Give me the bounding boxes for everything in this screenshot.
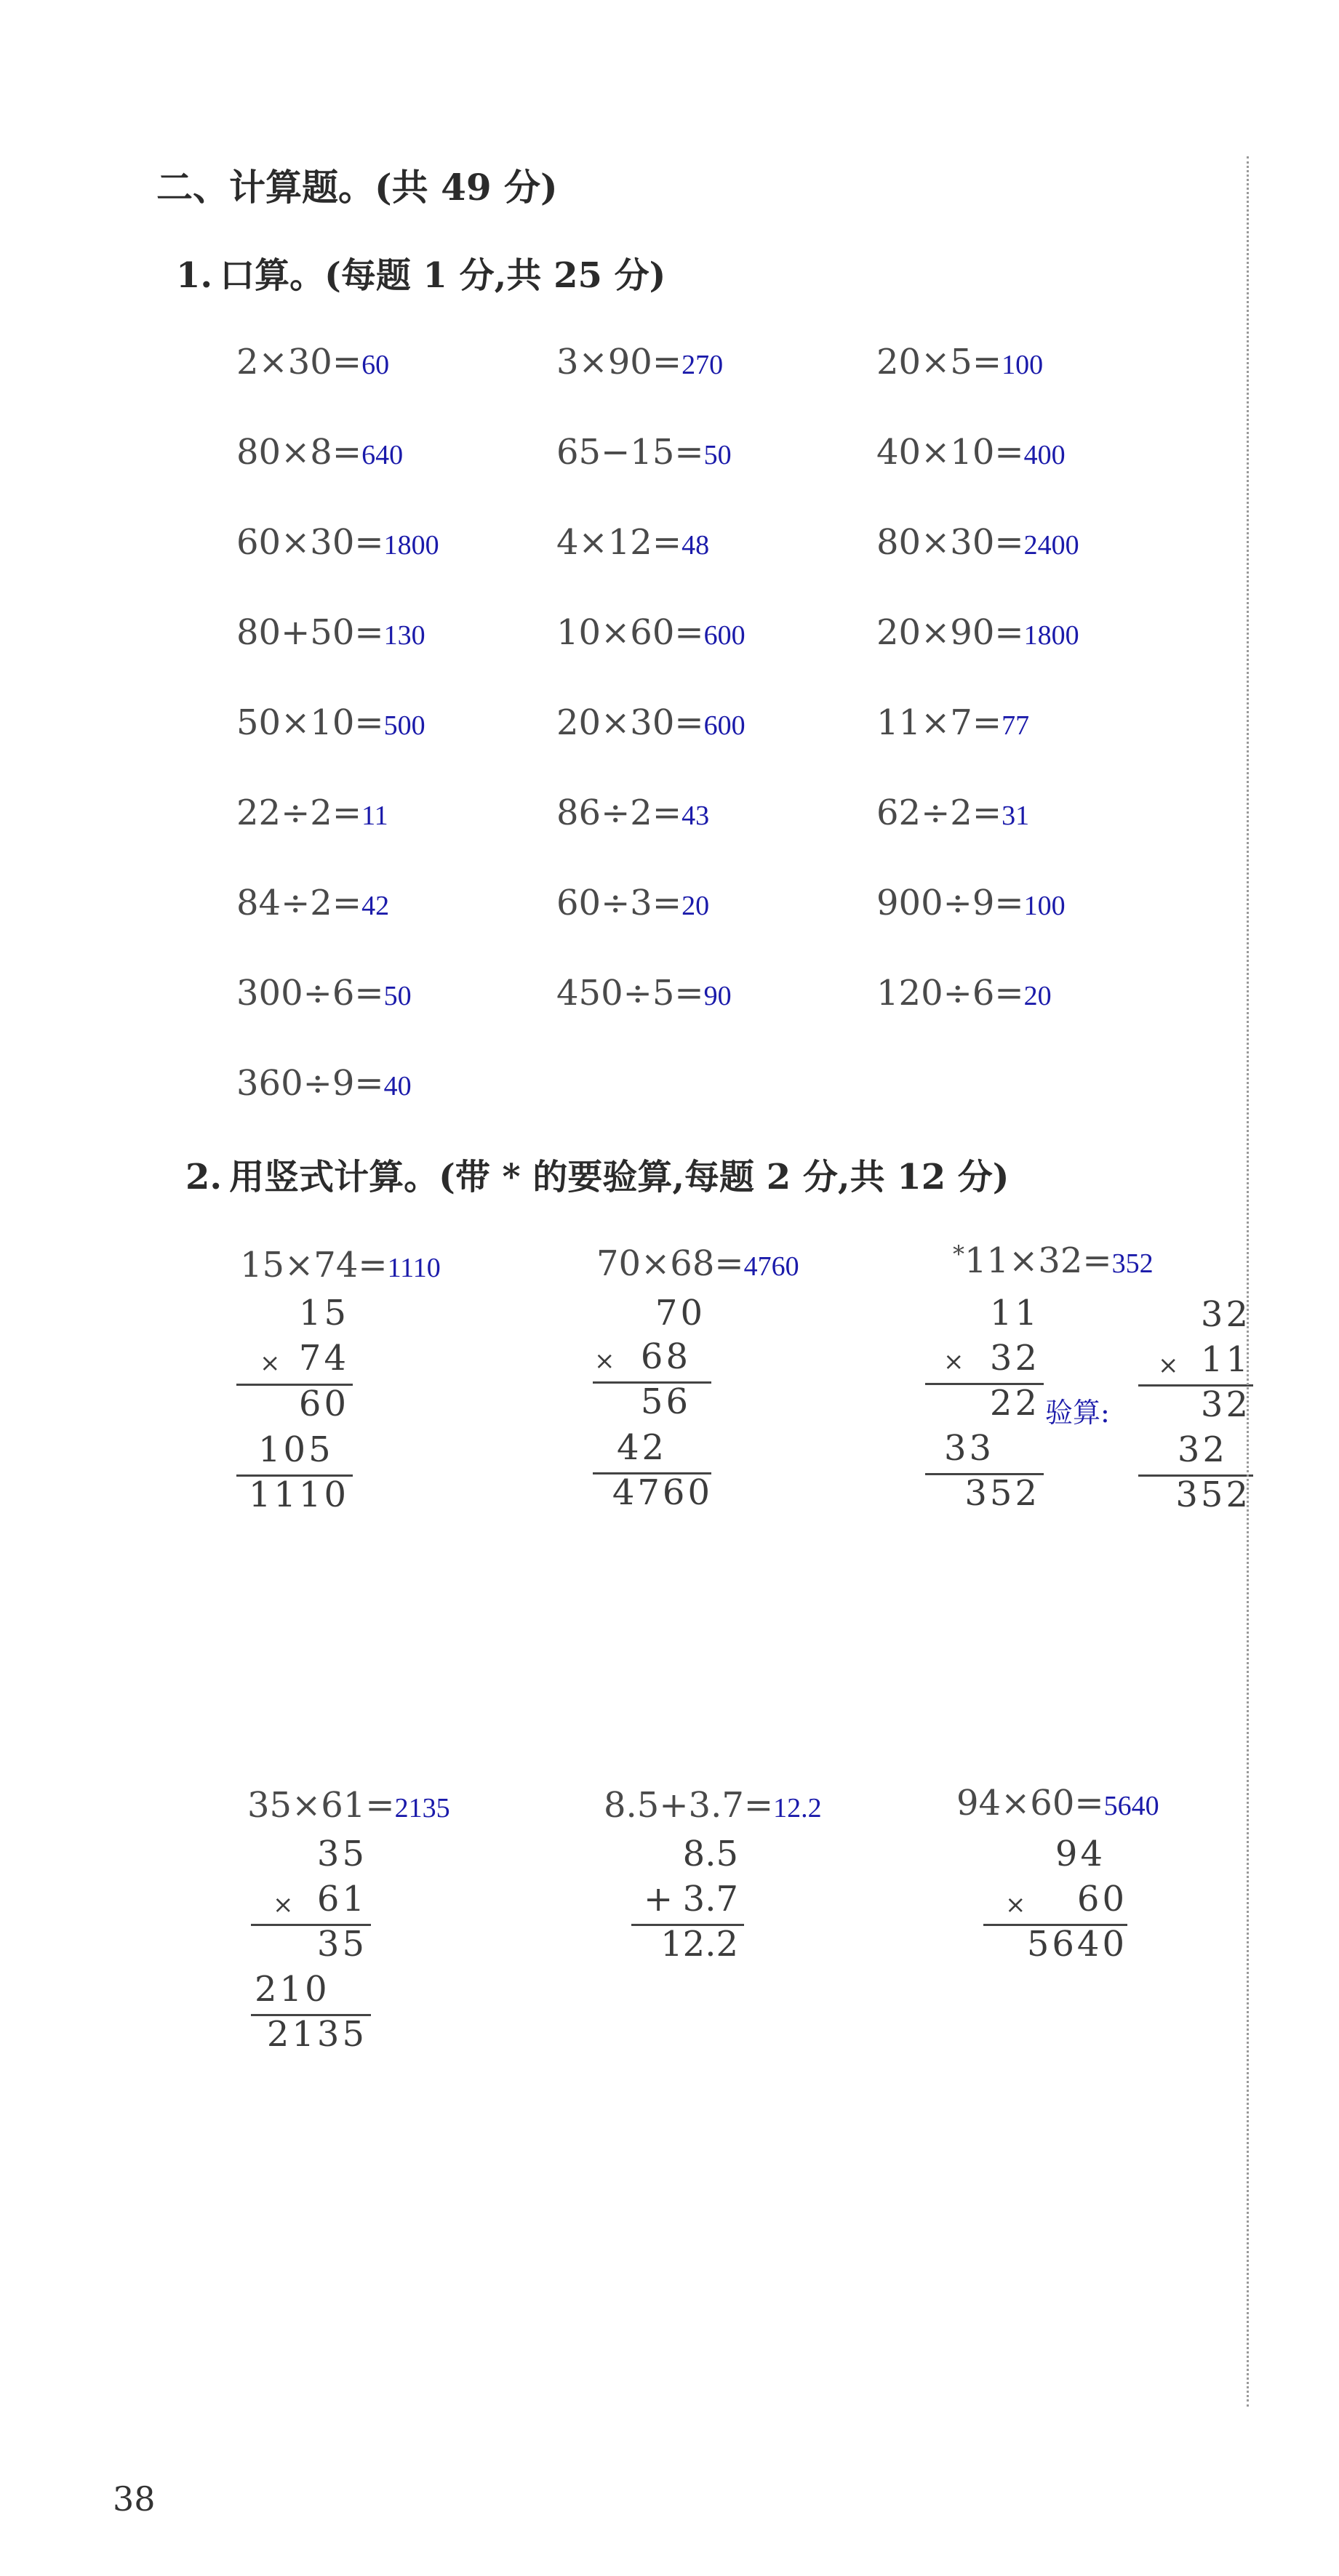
vertical-problem-5-expr: 8.5+3.7=12.2 [604, 1785, 822, 1826]
mental-math-answer: 43 [682, 801, 710, 831]
check-operator: × [1158, 1351, 1179, 1380]
check-top: 32 [1200, 1294, 1251, 1335]
mental-math-answer: 600 [703, 710, 746, 741]
mental-math-answer: 11 [361, 801, 388, 831]
vertical-5-top: 8.5 [682, 1834, 738, 1874]
vertical-problem-6-answer: 5640 [1103, 1791, 1159, 1821]
mental-math-answer: 100 [1023, 891, 1066, 921]
margin-dotted-line [1247, 156, 1249, 2407]
mental-math-item [556, 522, 709, 563]
check-required-star: * [953, 1240, 964, 1268]
check-label: 验算: [1045, 1397, 1110, 1429]
mental-math-item [876, 883, 1066, 923]
mental-math-expression: 84÷2= [236, 883, 362, 923]
mental-math-answer: 77 [1002, 710, 1030, 741]
mental-math-item [236, 612, 425, 653]
mental-math-item [876, 702, 1029, 743]
mental-math-expression: 40×10= [876, 432, 1024, 473]
mental-math-item [556, 883, 709, 923]
vertical-problem-2-expr: 70×68=4760 [596, 1243, 799, 1284]
vertical-1-bottom: 74 [298, 1338, 349, 1379]
mental-math-expression: 300÷6= [236, 973, 384, 1014]
mental-math-expression: 86÷2= [556, 793, 682, 833]
vertical-6-result: 5640 [1026, 1924, 1127, 1965]
mental-math-answer: 50 [703, 440, 732, 470]
vertical-1-partial-1: 60 [298, 1384, 349, 1424]
mental-math-item [556, 793, 709, 833]
question-2-number: 2. [185, 1157, 223, 1197]
mental-math-expression: 20×90= [876, 612, 1024, 653]
vertical-3-result: 352 [964, 1473, 1040, 1514]
vertical-1-partial-2: 105 [258, 1429, 334, 1470]
mental-math-expression: 450÷5= [556, 973, 704, 1014]
mental-math-expression: 60÷3= [556, 883, 682, 923]
vertical-problem-2-answer: 4760 [743, 1251, 799, 1282]
question-2-title [185, 1149, 1010, 1199]
vertical-2-bottom: 68 [640, 1336, 691, 1377]
vertical-problem-4-answer: 2135 [394, 1793, 450, 1823]
vertical-2-operator: × [594, 1347, 615, 1376]
page-number: 38 [113, 2479, 156, 2519]
mental-math-expression: 62÷2= [876, 793, 1002, 833]
vertical-3-top: 11 [989, 1293, 1040, 1333]
mental-math-expression: 4×12= [556, 522, 682, 563]
vertical-problem-6-expr: 94×60=5640 [956, 1783, 1159, 1823]
question-1-number: 1. [176, 255, 213, 296]
check-partial-1: 32 [1200, 1384, 1251, 1425]
mental-math-answer: 1800 [1023, 620, 1079, 651]
mental-math-item [876, 342, 1043, 382]
mental-math-item [556, 702, 746, 743]
mental-math-item [876, 432, 1066, 473]
mental-math-expression: 22÷2= [236, 793, 362, 833]
mental-math-answer: 50 [383, 981, 412, 1011]
check-bottom: 11 [1200, 1339, 1251, 1380]
mental-math-expression: 20×5= [876, 342, 1002, 382]
vertical-1-result: 1110 [248, 1474, 349, 1515]
vertical-5-result: 12.2 [660, 1924, 738, 1965]
vertical-3-operator: × [943, 1347, 964, 1376]
vertical-problem-4-expr: 35×61=2135 [247, 1785, 450, 1826]
mental-math-answer: 60 [361, 350, 390, 380]
mental-math-item [236, 342, 389, 382]
mental-math-item [236, 883, 389, 923]
mental-math-expression: 120÷6= [876, 973, 1024, 1014]
section-title: 二、计算题。(共 49 分) [156, 166, 558, 209]
mental-math-answer: 100 [1002, 350, 1044, 380]
vertical-4-top: 35 [316, 1834, 367, 1874]
mental-math-item [236, 793, 388, 833]
mental-math-answer: 500 [383, 710, 425, 741]
mental-math-answer: 2400 [1023, 530, 1079, 561]
vertical-4-partial-1: 35 [316, 1924, 367, 1965]
mental-math-answer: 270 [682, 350, 724, 380]
vertical-3-partial-1: 22 [989, 1383, 1040, 1424]
mental-math-item [556, 973, 732, 1014]
question-1-title [176, 247, 665, 297]
mental-math-answer: 640 [361, 440, 404, 470]
mental-math-expression: 80×30= [876, 522, 1024, 563]
mental-math-item [556, 612, 746, 653]
mental-math-answer: 31 [1002, 801, 1030, 831]
vertical-4-result: 2135 [266, 2014, 367, 2055]
vertical-2-top: 70 [655, 1293, 706, 1333]
vertical-6-bottom: 60 [1076, 1879, 1127, 1919]
mental-math-expression: 80×8= [236, 432, 362, 473]
mental-math-answer: 20 [682, 891, 710, 921]
vertical-problem-1-expr: 15×74=1110 [240, 1245, 441, 1285]
mental-math-answer: 42 [361, 891, 390, 921]
mental-math-expression: 50×10= [236, 702, 384, 743]
mental-math-answer: 600 [703, 620, 746, 651]
vertical-2-result: 4760 [612, 1472, 713, 1513]
question-2-text: 用竖式计算。(带 * 的要验算,每题 2 分,共 12 分) [229, 1157, 1010, 1197]
vertical-3-bottom: 32 [989, 1338, 1040, 1379]
vertical-4-operator: × [273, 1890, 294, 1919]
mental-math-item [876, 973, 1052, 1014]
mental-math-expression: 2×30= [236, 342, 362, 382]
mental-math-item [876, 793, 1029, 833]
vertical-5-bottom: 3.7 [682, 1879, 738, 1919]
mental-math-item [236, 1063, 412, 1104]
vertical-2-partial-2: 42 [617, 1427, 668, 1468]
mental-math-expression: 20×30= [556, 702, 704, 743]
vertical-problem-1-answer: 1110 [387, 1253, 441, 1283]
mental-math-answer: 130 [383, 620, 425, 651]
mental-math-expression: 3×90= [556, 342, 682, 382]
mental-math-item [876, 522, 1079, 563]
vertical-problem-3-expr: *11×32=352 [953, 1240, 1154, 1281]
vertical-4-bottom: 61 [316, 1879, 367, 1919]
vertical-4-partial-2: 210 [255, 1969, 330, 2010]
mental-math-answer: 1800 [383, 530, 439, 561]
vertical-problem-5-answer: 12.2 [773, 1793, 822, 1823]
question-1-text: 口算。(每题 1 分,共 25 分) [220, 255, 666, 296]
mental-math-item [876, 612, 1079, 653]
mental-math-expression: 11×7= [876, 702, 1002, 743]
mental-math-answer: 40 [383, 1071, 412, 1102]
mental-math-item [556, 432, 732, 473]
mental-math-item [236, 702, 425, 743]
check-partial-2: 32 [1177, 1429, 1228, 1470]
vertical-2-partial-1: 56 [640, 1381, 691, 1422]
mental-math-expression: 65−15= [556, 432, 704, 473]
mental-math-item [236, 432, 403, 473]
mental-math-answer: 400 [1023, 440, 1066, 470]
mental-math-expression: 900÷9= [876, 883, 1024, 923]
mental-math-expression: 10×60= [556, 612, 704, 653]
vertical-1-operator: × [260, 1349, 281, 1378]
vertical-1-top: 15 [298, 1293, 349, 1333]
mental-math-expression: 60×30= [236, 522, 384, 563]
mental-math-item [556, 342, 723, 382]
check-result: 352 [1175, 1474, 1251, 1515]
mental-math-item [236, 522, 439, 563]
vertical-problem-3-answer: 352 [1111, 1248, 1154, 1279]
mental-math-answer: 20 [1023, 981, 1052, 1011]
mental-math-answer: 48 [682, 530, 710, 561]
vertical-3-partial-2: 33 [944, 1428, 995, 1469]
mental-math-answer: 90 [703, 981, 732, 1011]
vertical-6-top: 94 [1055, 1834, 1106, 1874]
mental-math-item [236, 973, 412, 1014]
mental-math-expression: 80+50= [236, 612, 384, 653]
mental-math-expression: 360÷9= [236, 1063, 384, 1104]
vertical-6-operator: × [1005, 1890, 1026, 1919]
vertical-5-operator: + [644, 1879, 676, 1919]
